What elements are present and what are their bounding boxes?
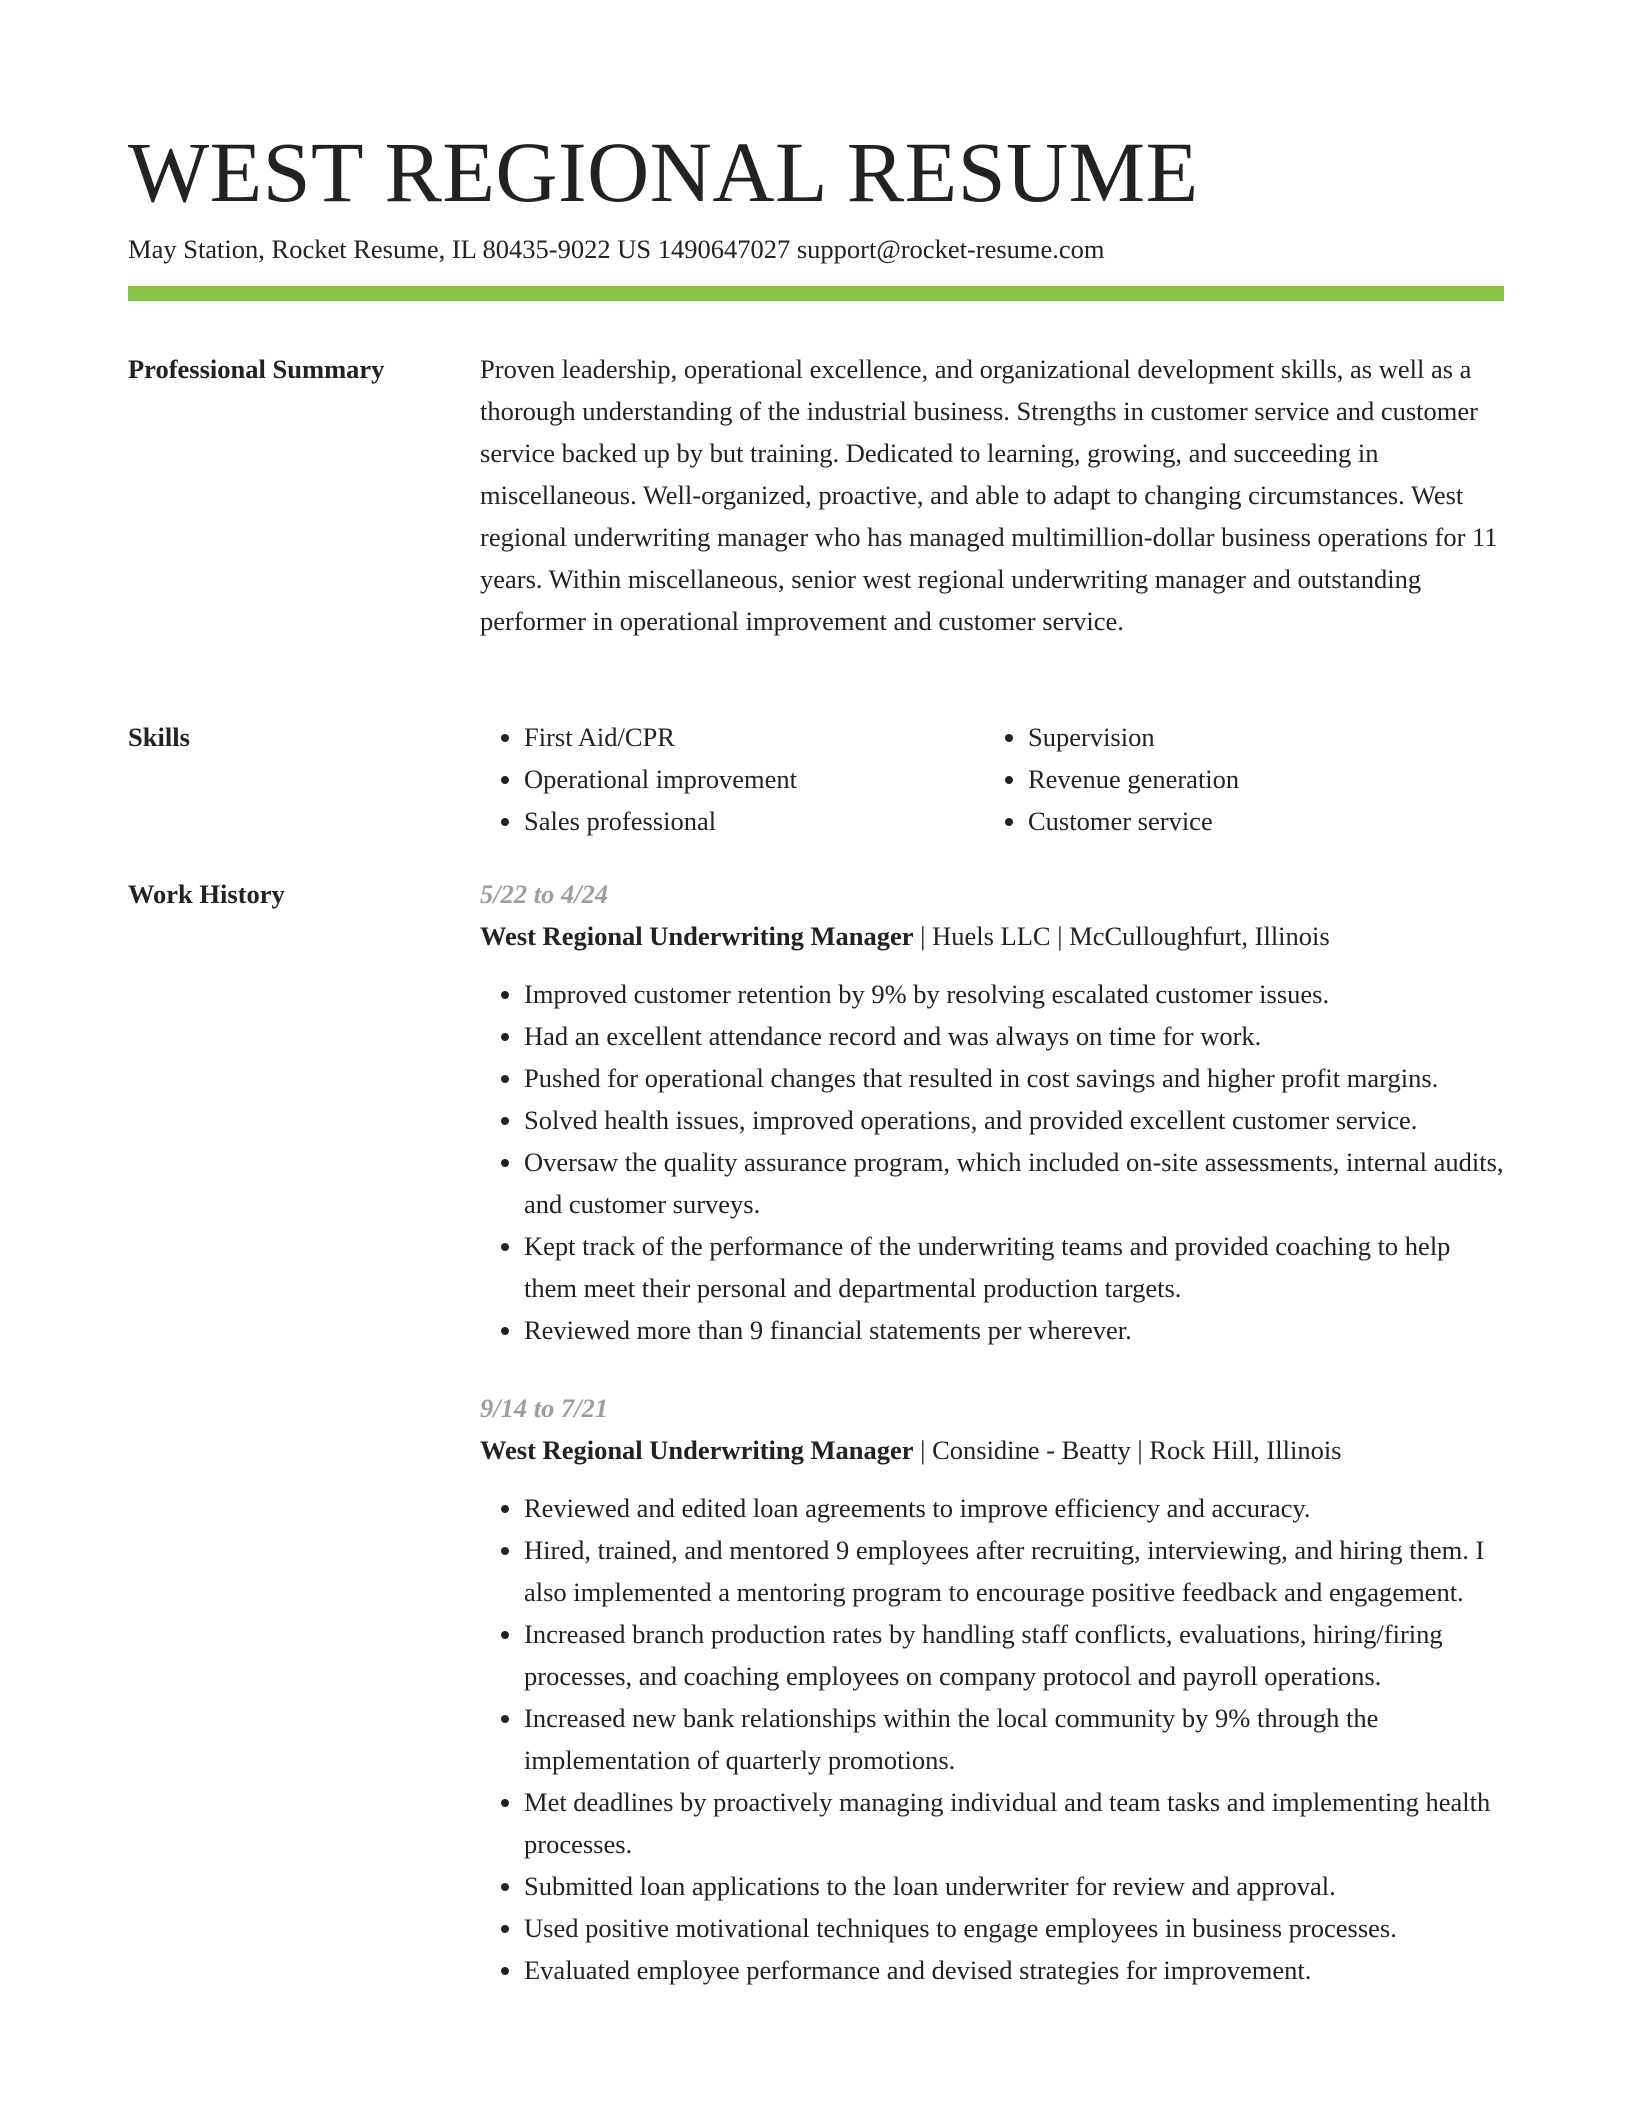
job-bullet: • Used positive motivational techniques to engage employees in business processes. — [524, 1907, 1504, 1949]
job-bullet: • Improved customer retention by 9% by resolving escalated customer issues. — [524, 973, 1504, 1015]
job-bullet: • Oversaw the quality assurance program, which included on-site assessments, internal audits, and customer surveys. — [524, 1141, 1504, 1225]
work-history-heading: Work History — [128, 879, 285, 909]
skills-body — [480, 716, 1504, 842]
job-bullet: • Kept track of the performance of the underwriting teams and provided coaching to help them meet their personal and departmental production targets. — [524, 1225, 1504, 1309]
summary-heading: Professional Summary — [128, 354, 385, 384]
job-company-location: | Huels LLC | McCulloughfurt, Illinois — [913, 921, 1330, 951]
skill-item: • Operational improvement — [524, 758, 984, 800]
job-entry — [480, 1387, 1504, 1991]
job-title: West Regional Underwriting Manager — [480, 921, 914, 951]
job-bullet: • Increased new bank relationships within the local community by 9% through the implementation of quarterly promotions. — [524, 1697, 1504, 1781]
job-bullet: • Reviewed more than 9 financial statements per wherever. — [524, 1309, 1504, 1351]
work-history-body — [480, 873, 1504, 2027]
resume-name: WEST REGIONAL RESUME — [128, 124, 1199, 220]
job-bullet: • Met deadlines by proactively managing individual and team tasks and implementing health processes. — [524, 1781, 1504, 1865]
skill-item: • Revenue generation — [1028, 758, 1488, 800]
job-bullet: • Reviewed and edited loan agreements to improve efficiency and accuracy. — [524, 1487, 1504, 1529]
skill-item: • Supervision — [1028, 716, 1488, 758]
job-bullet: • Increased branch production rates by handling staff conflicts, evaluations, hiring/firing processes, and coaching employees on company protocol and payroll operations. — [524, 1613, 1504, 1697]
summary-body — [480, 348, 1504, 642]
contact-line — [128, 232, 1105, 266]
job-bullet: • Pushed for operational changes that resulted in cost savings and higher profit margins. — [524, 1057, 1504, 1099]
job-title-line — [480, 915, 1504, 957]
skill-item: • Customer service — [1028, 800, 1488, 842]
contact-phone: 1490647027 — [657, 234, 791, 264]
skills-heading: Skills — [128, 722, 190, 752]
job-bullets — [480, 973, 1504, 1351]
job-dates: 5/22 to 4/24 — [480, 879, 609, 909]
job-company-location: | Considine - Beatty | Rock Hill, Illinois — [913, 1435, 1342, 1465]
job-dates: 9/14 to 7/21 — [480, 1393, 609, 1423]
job-title: West Regional Underwriting Manager — [480, 1435, 914, 1465]
job-bullet: • Hired, trained, and mentored 9 employees after recruiting, interviewing, and hiring them. I also implemented a mentoring program to encourage positive feedback and engagement. — [524, 1529, 1504, 1613]
job-entry — [480, 873, 1504, 1351]
job-title-line — [480, 1429, 1504, 1471]
job-bullet: • Submitted loan applications to the loan underwriter for review and approval. — [524, 1865, 1504, 1907]
summary-text: Proven leadership, operational excellence, and organizational development skills, as well as a thorough understanding of the industrial business. Strengths in customer service and customer service backed up by but training. Dedicated to learning, growing, and succeeding in miscellaneous. Well-organized, proactive, and able to adapt to changing circumstances. West regional underwriting manager who has managed multimillion-dollar business operations for 11 years. Within miscellaneous, senior west regional underwriting manager and outstanding performer in operational improvement and customer service. — [480, 354, 1498, 636]
skills-list-right — [984, 716, 1488, 842]
skill-item: • Sales professional — [524, 800, 984, 842]
skill-item: • First Aid/CPR — [524, 716, 984, 758]
job-bullet: • Evaluated employee performance and devised strategies for improvement. — [524, 1949, 1504, 1991]
contact-email: support@rocket-resume.com — [796, 234, 1105, 264]
contact-address: May Station, Rocket Resume, IL 80435-9022 US — [128, 234, 652, 264]
job-bullet: • Had an excellent attendance record and was always on time for work. — [524, 1015, 1504, 1057]
job-bullet: • Solved health issues, improved operations, and provided excellent customer service. — [524, 1099, 1504, 1141]
job-bullets — [480, 1487, 1504, 1991]
skills-list-left — [480, 716, 984, 842]
accent-divider — [128, 286, 1504, 301]
